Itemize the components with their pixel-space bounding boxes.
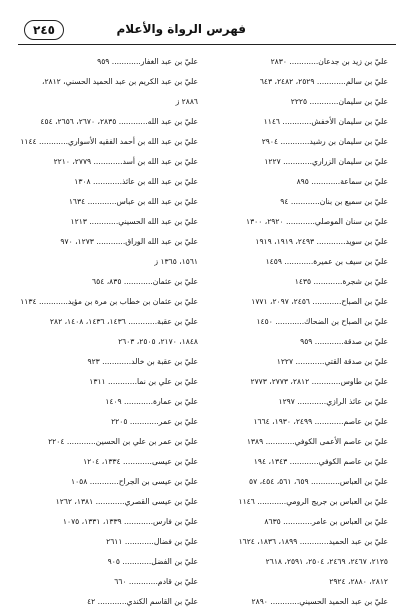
index-entry: ١٨٤٨، ٢١٧٠، ٢٥٠٥، ٢٦٠٣ — [118, 337, 198, 346]
index-entry: ٢٨١٢، ٢٨٨٠، ٢٩٢٤ — [329, 577, 388, 586]
index-entry: عليّ بن الفضل............ ٩٠٥ — [107, 557, 198, 566]
index-entry: عليّ بن الصباح............ ٢٤٥٦، ٢٠٩٧، ١٧٧١ — [251, 297, 388, 306]
index-entry: عليّ بن عبد الكريم بن عبد الحميد الحسني، ٢٨١٢، — [41, 77, 198, 86]
index-entry: عليّ بن عبد الغفار............ ٩٥٩ — [97, 57, 198, 66]
index-entry: عليّ بن القاسم الكندي............ ٤٢ — [87, 597, 198, 606]
index-entry: عليّ بن صدقة............ ٩٥٩ — [300, 337, 388, 346]
index-entry: ٢١٢٥، ٢٤٦٧، ٢٤٦٩، ٢٥٠٤، ٢٥٩١، ٢٦١٨ — [265, 557, 388, 566]
index-entry: عليّ بن عمر............ ٢٢٠٥ — [111, 417, 198, 426]
index-entry: عليّ بن عائذ الرازي............ ١٢٩٧ — [278, 397, 388, 406]
page-header — [14, 20, 396, 42]
index-entry: عليّ بن عقبة............ ١٤٣٦، ١٤٣٦، ١٤٠٨، ٢٨٢ — [49, 317, 198, 326]
index-entry: عليّ بن عمر بن علي بن الحسين............ ٢٢٠٤ — [48, 437, 198, 446]
index-entry: عليّ بن سليمان الأخفش............ ١١٤٦ — [263, 117, 388, 126]
index-column-left — [20, 52, 198, 612]
index-entry: عليّ بن عبد الحميد الحسيني............ ٢٨٩٠ — [251, 597, 388, 606]
index-entry: عليّ بن عيسى............ ١٣٣٤، ١٢٠٤ — [83, 457, 198, 466]
index-entry: عليّ بن عقبة بن خالد............ ٩٢٣ — [87, 357, 198, 366]
index-entry: عليّ بن طاوس............ ٢٨١٢، ٢٧٧٣، ٢٧٧٣ — [250, 377, 388, 386]
index-entry: عليّ بن سميع بن بنان............ ٩٤ — [280, 197, 388, 206]
index-entry: عليّ بن العباس بن جريج الرومي............ ١١٤٦ — [238, 497, 388, 506]
index-entry: عليّ بن فارس............ ١٣٣٩، ١٣٣١، ١٠٧٥ — [62, 517, 198, 526]
index-entry: عليّ بن عيسى القصري............ ١٣٨١، ١٢٦٢ — [55, 497, 198, 506]
page-title: فهرس الرواة والأعلام — [116, 22, 246, 36]
index-entry: عليّ بن زيد بن جدعان............ ٢٨٣٠ — [270, 57, 388, 66]
index-entry: عليّ بن سالم............ ٢٥٢٩، ٢٤٨٢، ٦٤٣ — [259, 77, 388, 86]
index-entry: عليّ بن علي بن نما............ ١٣١١ — [89, 377, 198, 386]
index-entry: عليّ بن عبد الله............ ٢٨٣٥، ٢٦٧٠، ٢٦٥٦، ٤٥٤ — [40, 117, 198, 126]
index-entry: عليّ بن عاصم الأعمى الكوفي............ ١٣٨٩ — [246, 437, 388, 446]
index-entry: عليّ بن العباس بن عامر............ ٨٦٣٥ — [264, 517, 388, 526]
index-entry: عليّ بن عيسى بن الجراح............ ١٠٥٨ — [71, 477, 198, 486]
index-entry: عليّ بن سنان الموصلي............ ٢٩٢٠، ١٣٠٠ — [246, 217, 388, 226]
index-entry: عليّ بن عبد الله بن عباس............ ١٦٣٤ — [68, 197, 198, 206]
index-entry: عليّ بن قادم............ ٦٦٠ — [114, 577, 198, 586]
index-entry: عليّ بن سليمان الزراري............ ١٢٢٧ — [264, 157, 388, 166]
index-entry: عليّ بن الصباح بن الضحاك............ ١٤٥٠ — [256, 317, 388, 326]
index-entry: عليّ بن فضال............ ٢٦١١ — [106, 537, 198, 546]
index-entry: عليّ بن عاصم............ ٢٤٩٩، ١٩٣٠، ١٦٦٤ — [253, 417, 388, 426]
index-entry: عليّ بن سماعة............ ٨٩٥ — [296, 177, 388, 186]
index-entry: عليّ بن عبد الحميد............ ١٨٩٩، ١٨٣٦، ١٦٢٤ — [238, 537, 388, 546]
index-entry: ٢٨٨٦ ز — [175, 97, 198, 106]
index-entry: عليّ بن شجرة............ ١٤٣٥ — [294, 277, 388, 286]
index-entry: عليّ بن العباس............ ٦٥٩، ٥٦١، ٤٥٤، ٥٧ — [249, 477, 388, 486]
index-entry: عليّ بن عثمان............ ٨٣٥، ٦٥٤ — [92, 277, 198, 286]
index-entry: عليّ بن عبد الله بن أسد............ ٢٧٧٩، ٢٢١٠ — [53, 157, 198, 166]
index-column-right — [210, 52, 388, 612]
index-entry: ١٥٦١، ١٣٦٥ ز — [154, 257, 198, 266]
index-entry: عليّ بن عبد الله بن عائذ............ ١٣٠٨ — [74, 177, 198, 186]
index-entry: عليّ بن عبد الله الحسيني............ ١٢١٣ — [70, 217, 198, 226]
index-entry: عليّ بن صدقة القتي............ ١٢٢٧ — [276, 357, 388, 366]
index-entry: عليّ بن سويد............ ٢٤٩٣، ١٩١٩، ١٩١٩ — [255, 237, 388, 246]
index-entry: عليّ بن سليمان............ ٢٢٢٥ — [290, 97, 388, 106]
index-entry: عليّ بن سيف بن عميرة............ ١٤٥٩ — [265, 257, 388, 266]
page-number: ٢٤٥ — [24, 20, 64, 40]
header-rule — [18, 44, 396, 45]
index-entry: عليّ بن عثمان بن خطاب بن مرة بن مؤيد............ ١١٣٤ — [20, 297, 198, 306]
index-entry: عليّ بن عمارة............ ١٤٠٩ — [105, 397, 198, 406]
index-entry: عليّ بن عبد الله بن أحمد الفقيه الأسواري............ ١١٤٤ — [20, 137, 198, 146]
index-entry: عليّ بن عبد الله الوراق............ ١٢٧٣، ٩٧٠ — [60, 237, 198, 246]
index-entry: عليّ بن سليمان بن رشيد............ ٢٩٠٤ — [261, 137, 388, 146]
index-entry: عليّ بن عاصم الكوفي............ ١٣٤٣، ١٩٤ — [253, 457, 388, 466]
